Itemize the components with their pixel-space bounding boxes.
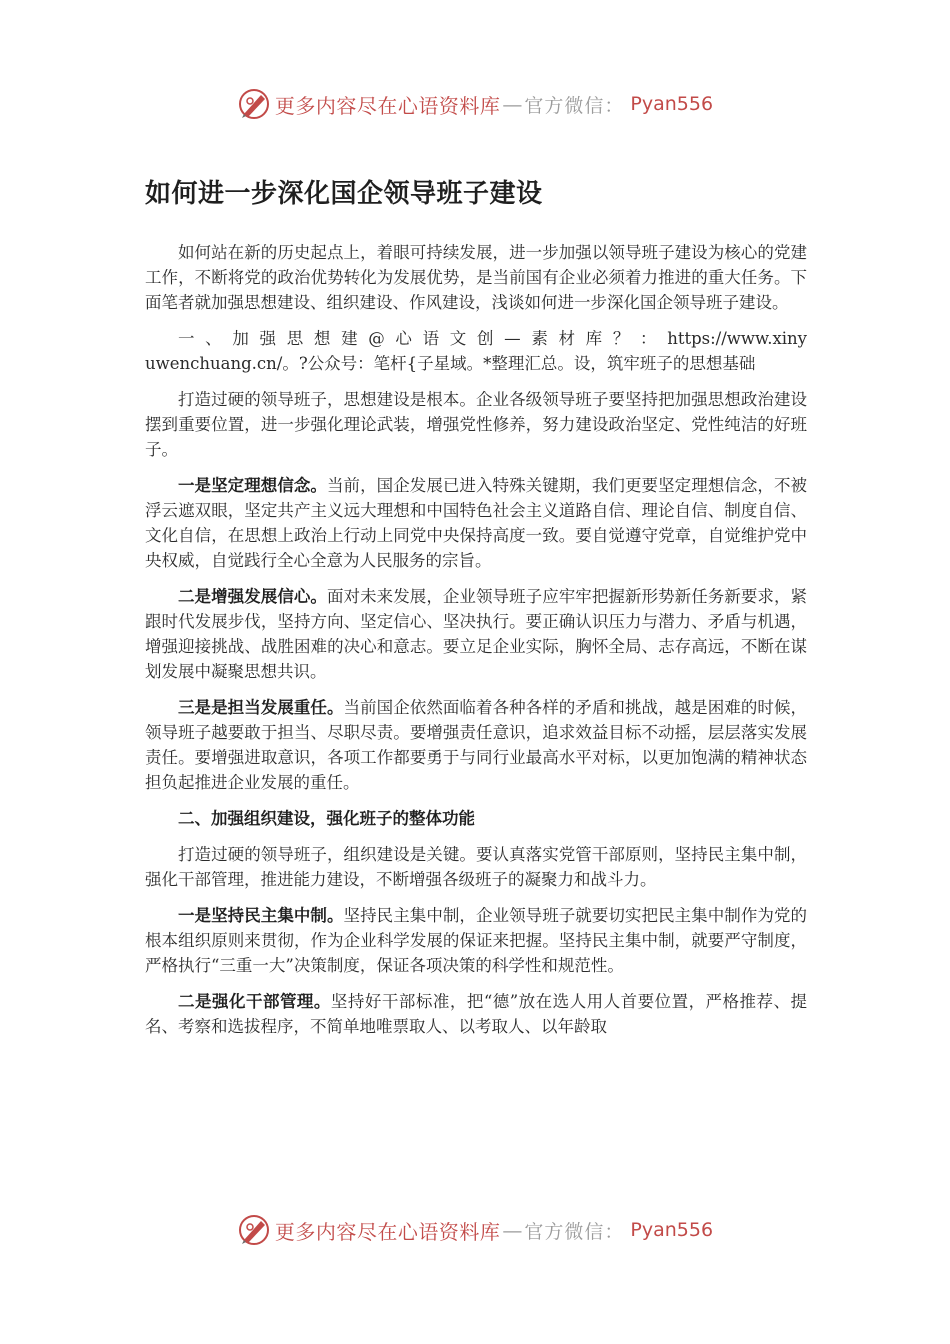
paragraph	[145, 473, 807, 573]
paragraph	[145, 989, 807, 1039]
section-heading-1	[145, 326, 807, 376]
paragraph	[145, 903, 807, 978]
banner-wechat-label: 官方微信：	[524, 1220, 625, 1243]
paragraph-text: 坚持民主集中制，企业领导班子就要切实把民主集中制作为党的根本组织原则来贯彻，作为企业科学发展的保证来把握。坚持民主集中制，就要严守制度，严格执行“三重一大”决策制度，保证各项决策的科学性和规范性。	[145, 906, 808, 975]
pen-logo-icon	[237, 1213, 271, 1247]
banner-separator: —	[502, 1218, 523, 1242]
paragraph: 打造过硬的领导班子，组织建设是关键。要认真落实党管干部原则，坚持民主集中制，强化干部管理，推进能力建设，不断增强各级班子的凝聚力和战斗力。	[145, 845, 807, 889]
paragraph-lead: 一是坚定理想信念。	[178, 476, 327, 495]
paragraph-lead: 一是坚持民主集中制。	[178, 906, 344, 925]
article-title: 如何进一步深化国企领导班子建设	[145, 179, 543, 209]
pen-logo-icon	[237, 87, 271, 121]
paragraph-lead: 三是是担当发展重任。	[178, 698, 344, 717]
banner-wechat-id: Pyan556	[630, 1219, 714, 1241]
banner-wechat-label: 官方微信：	[524, 94, 625, 117]
paragraph-text: 当前，国企发展已进入特殊关键期，我们更要坚定理想信念，不被浮云遮双眼，坚定共产主义远大理想和中国特色社会主义道路自信、理论自信、制度自信、文化自信，在思想上政治上行动上同党中央保持高度一致。要自觉遵守党章，自觉维护党中央权威，自觉践行全心全意为人民服务的宗旨。	[145, 476, 808, 570]
banner-main-text: 更多内容尽在心语资料库	[274, 1219, 501, 1244]
paragraph: 打造过硬的领导班子，思想建设是根本。企业各级领导班子要坚持把加强思想政治建设摆到重要位置，进一步强化理论武装，增强党性修养，努力建设政治坚定、党性纯洁的好班子。	[145, 390, 807, 459]
section-heading-1-prefix: 一、加强思想建@心语文创—素材库？：	[178, 329, 668, 348]
banner-main-text: 更多内容尽在心语资料库	[274, 93, 501, 118]
section-heading-2	[145, 806, 807, 831]
banner-separator: —	[502, 92, 523, 116]
footer-banner	[0, 1210, 950, 1250]
section-heading-1-rest: https://www.xinyuwenchuang.cn/。?公众号：笔杆{子星域。*整理汇总。设，筑牢班子的思想基础	[145, 329, 807, 373]
paragraph-intro: 如何站在新的历史起点上，着眼可持续发展，进一步加强以领导班子建设为核心的党建工作，不断将党的政治优势转化为发展优势，是当前国有企业必须着力推进的重大任务。下面笔者就加强思想建设、组织建设、作风建设，浅谈如何进一步深化国企领导班子建设。	[145, 243, 807, 312]
paragraph-lead: 二是增强发展信心。	[178, 587, 327, 606]
section-heading-2-text: 二、加强组织建设，强化班子的整体功能	[178, 809, 475, 828]
paragraph-text: 面对未来发展，企业领导班子应牢牢把握新形势新任务新要求，紧跟时代发展步伐，坚持方向、坚定信心、坚决执行。要正确认识压力与潜力、矛盾与机遇，增强迎接挑战、战胜困难的决心和意志。要立足企业实际，胸怀全局、志存高远，不断在谋划发展中凝聚思想共识。	[145, 587, 808, 681]
article-body	[145, 176, 807, 1050]
paragraph-lead: 二是强化干部管理。	[178, 992, 331, 1011]
paragraph	[145, 584, 807, 684]
paragraph-text: 当前国企依然面临着各种各样的矛盾和挑战，越是困难的时候，领导班子越要敢于担当、尽职尽责。要增强责任意识，追求效益目标不动摇，层层落实发展责任。要增强进取意识，各项工作都要勇于与同行业最高水平对标，以更加饱满的精神状态担负起推进企业发展的重任。	[145, 698, 808, 792]
paragraph	[145, 695, 807, 795]
paragraph-text: 坚持好干部标准，把“德”放在选人用人首要位置，严格推荐、提名、考察和选拔程序，不简单地唯票取人、以考取人、以年龄取	[145, 992, 808, 1036]
header-banner	[0, 84, 950, 124]
banner-wechat-id: Pyan556	[630, 93, 714, 115]
